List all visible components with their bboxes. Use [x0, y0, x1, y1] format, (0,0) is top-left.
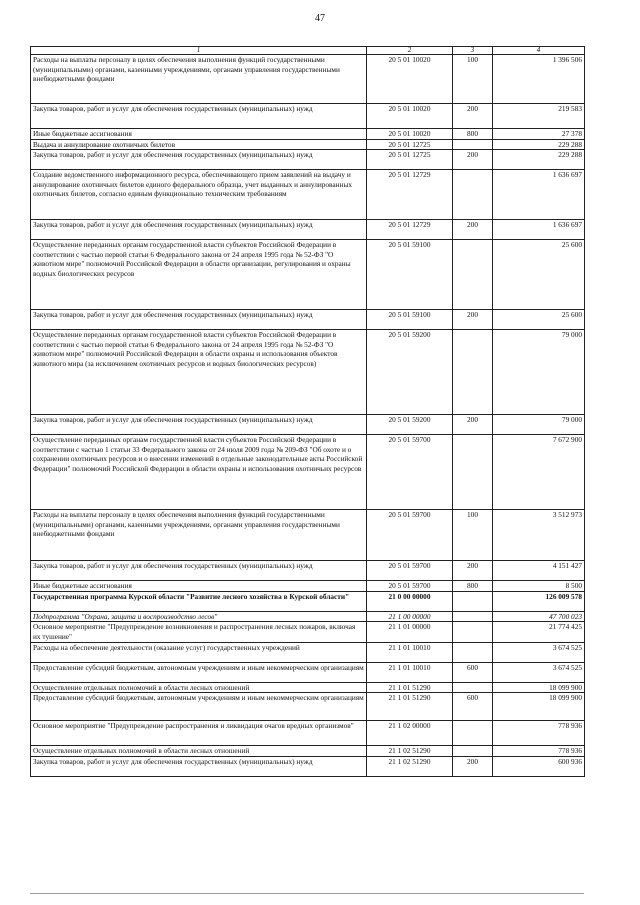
row-name-cell: Предоставление субсидий бюджетным, автономным учреждениям и иным некоммерческим организациям: [31, 662, 367, 682]
row-expense-type-cell: [453, 746, 493, 757]
row-sum-cell: 778 936: [493, 746, 585, 757]
row-sum-cell: 229 288: [493, 150, 585, 170]
row-expense-type-cell: 200: [453, 756, 493, 776]
row-expense-type-cell: [453, 170, 493, 220]
row-expense-type-cell: [453, 435, 493, 510]
row-name-cell: Иные бюджетные ассигнования: [31, 581, 367, 592]
row-expense-type-cell: 200: [453, 561, 493, 581]
table-row: [31, 561, 585, 581]
row-expense-type-cell: 800: [453, 129, 493, 140]
row-sum-cell: 3 674 525: [493, 662, 585, 682]
row-name-cell: Закупка товаров, работ и услуг для обеспечения государственных (муниципальных) нужд: [31, 756, 367, 776]
row-name-cell: Выдача и аннулирование охотничьих билетов: [31, 139, 367, 150]
row-name-cell: Создание ведомственного информационного ресурса, обеспечивающего прием заявлений на выдачу и аннулирование охотничьих билетов единого федерального образца, учет выданных и аннулированных охотничьих билетов, согласно единым функционально техническим требованиям: [31, 170, 367, 220]
row-sum-cell: 219 583: [493, 104, 585, 129]
row-sum-cell: 79 000: [493, 330, 585, 415]
row-name-cell: Расходы на выплаты персоналу в целях обеспечения выполнения функций государственными (муниципальными) органами, казенными учреждениями, органами управления государственными внебюджетными фондами: [31, 510, 367, 561]
row-sum-cell: 3 674 525: [493, 642, 585, 662]
row-sum-cell: 79 000: [493, 415, 585, 435]
row-code-cell: 20 5 01 12725: [367, 150, 453, 170]
row-code-cell: 21 1 02 00000: [367, 721, 453, 746]
header-col-4: 4: [493, 47, 585, 55]
row-expense-type-cell: [453, 330, 493, 415]
row-code-cell: 20 5 01 59700: [367, 581, 453, 592]
page-bottom-rule: [30, 893, 584, 894]
table-row: [31, 682, 585, 693]
table-row: [31, 746, 585, 757]
row-expense-type-cell: [453, 139, 493, 150]
table-row: [31, 330, 585, 415]
row-name-cell: Расходы на выплаты персоналу в целях обеспечения выполнения функций государственными (муниципальными) органами, казенными учреждениями, органами управления государственными внебюджетными фондами: [31, 55, 367, 104]
row-expense-type-cell: [453, 642, 493, 662]
row-code-cell: 21 1 01 00000: [367, 622, 453, 642]
row-name-cell: Осуществление переданных органам государственной власти субъектов Российской Федерации в соответствии с частью первой статьи 6 Федерального закона от 24 апреля 1995 года № 52-ФЗ "О животном мире" полномочий Российской Федерации в области организации, регулирования и охраны водных биологических ресурсов: [31, 240, 367, 310]
row-expense-type-cell: 100: [453, 510, 493, 561]
row-expense-type-cell: 800: [453, 581, 493, 592]
row-sum-cell: 8 500: [493, 581, 585, 592]
row-expense-type-cell: 200: [453, 310, 493, 330]
row-sum-cell: 778 936: [493, 721, 585, 746]
row-code-cell: 20 5 01 12725: [367, 139, 453, 150]
row-expense-type-cell: 200: [453, 415, 493, 435]
table-row: [31, 591, 585, 611]
row-name-cell: Закупка товаров, работ и услуг для обеспечения государственных (муниципальных) нужд: [31, 561, 367, 581]
table-row: [31, 721, 585, 746]
row-code-cell: 20 5 01 10020: [367, 104, 453, 129]
row-expense-type-cell: 600: [453, 693, 493, 721]
row-sum-cell: 18 099 900: [493, 693, 585, 721]
row-name-cell: Расходы на обеспечение деятельности (оказание услуг) государственных учреждений: [31, 642, 367, 662]
row-name-cell: Основное мероприятие "Предупреждение возникновения и распространения лесных пожаров, включая их тушение": [31, 622, 367, 642]
row-code-cell: 21 0 00 00000: [367, 591, 453, 611]
page-number: 47: [315, 13, 325, 24]
row-sum-cell: 1 636 697: [493, 220, 585, 240]
table-row: [31, 55, 585, 104]
table-row: [31, 662, 585, 682]
table-row: [31, 104, 585, 129]
row-name-cell: Предоставление субсидий бюджетным, автономным учреждениям и иным некоммерческим организациям: [31, 693, 367, 721]
table-row: [31, 415, 585, 435]
row-sum-cell: 25 600: [493, 240, 585, 310]
row-code-cell: 20 5 01 10020: [367, 129, 453, 140]
row-expense-type-cell: [453, 591, 493, 611]
row-expense-type-cell: 200: [453, 220, 493, 240]
row-code-cell: 21 1 01 51290: [367, 693, 453, 721]
row-sum-cell: 7 672 900: [493, 435, 585, 510]
row-name-cell: Государственная программа Курской области "Развитие лесного хозяйства в Курской области": [31, 591, 367, 611]
row-sum-cell: 47 700 023: [493, 611, 585, 622]
table-row: [31, 435, 585, 510]
row-code-cell: 21 1 02 51290: [367, 756, 453, 776]
row-name-cell: Иные бюджетные ассигнования: [31, 129, 367, 140]
row-name-cell: Осуществление переданных органам государственной власти субъектов Российской Федерации в соответствии с частью первой статьи 6 Федерального закона от 24 апреля 1995 года № 52-ФЗ "О животном мире" полномочий Российской Федерации в области охраны и использования объектов животного мира (за исключением охотничьих ресурсов и водных биологических ресурсов): [31, 330, 367, 415]
row-expense-type-cell: [453, 622, 493, 642]
row-expense-type-cell: 100: [453, 55, 493, 104]
row-expense-type-cell: 600: [453, 662, 493, 682]
row-code-cell: 21 1 01 10010: [367, 642, 453, 662]
row-code-cell: 20 5 01 10020: [367, 55, 453, 104]
row-code-cell: 20 5 01 59700: [367, 435, 453, 510]
row-expense-type-cell: [453, 721, 493, 746]
table-header-row: [31, 47, 585, 55]
row-expense-type-cell: [453, 682, 493, 693]
row-code-cell: 21 1 01 51290: [367, 682, 453, 693]
row-sum-cell: 25 600: [493, 310, 585, 330]
row-name-cell: Подпрограмма "Охрана, защита и воспроизводство лесов": [31, 611, 367, 622]
row-code-cell: 20 5 01 59100: [367, 240, 453, 310]
row-expense-type-cell: 200: [453, 104, 493, 129]
budget-table: [30, 46, 585, 777]
row-sum-cell: 600 936: [493, 756, 585, 776]
table-row: [31, 581, 585, 592]
row-sum-cell: 126 009 578: [493, 591, 585, 611]
row-name-cell: Основное мероприятие "Предупреждение распространения и ликвидация очагов вредных организмов": [31, 721, 367, 746]
table-row: [31, 622, 585, 642]
row-name-cell: Закупка товаров, работ и услуг для обеспечения государственных (муниципальных) нужд: [31, 310, 367, 330]
row-code-cell: 20 5 01 59700: [367, 510, 453, 561]
table-row: [31, 139, 585, 150]
row-code-cell: 20 5 01 59700: [367, 561, 453, 581]
row-sum-cell: 27 378: [493, 129, 585, 140]
row-code-cell: 20 5 01 59100: [367, 310, 453, 330]
row-code-cell: 20 5 01 12729: [367, 220, 453, 240]
row-name-cell: Закупка товаров, работ и услуг для обеспечения государственных (муниципальных) нужд: [31, 415, 367, 435]
row-sum-cell: 229 288: [493, 139, 585, 150]
header-col-3: 3: [453, 47, 493, 55]
row-code-cell: 21 1 00 00000: [367, 611, 453, 622]
row-expense-type-cell: [453, 611, 493, 622]
table-row: [31, 611, 585, 622]
table-row: [31, 310, 585, 330]
table-row: [31, 129, 585, 140]
row-name-cell: Осуществление отдельных полномочий в области лесных отношений: [31, 682, 367, 693]
row-name-cell: Закупка товаров, работ и услуг для обеспечения государственных (муниципальных) нужд: [31, 150, 367, 170]
row-sum-cell: 1 396 506: [493, 55, 585, 104]
row-name-cell: Осуществление отдельных полномочий в области лесных отношений: [31, 746, 367, 757]
table-row: [31, 220, 585, 240]
row-code-cell: 21 1 01 10010: [367, 662, 453, 682]
row-sum-cell: 3 512 973: [493, 510, 585, 561]
table-row: [31, 240, 585, 310]
table-row: [31, 693, 585, 721]
table-row: [31, 170, 585, 220]
table-row: [31, 642, 585, 662]
row-name-cell: Закупка товаров, работ и услуг для обеспечения государственных (муниципальных) нужд: [31, 104, 367, 129]
row-sum-cell: 18 099 900: [493, 682, 585, 693]
row-name-cell: Осуществление переданных органам государственной власти субъектов Российской Федерации в соответствии с частью 1 статьи 33 Федерального закона от 24 июля 2009 года № 209-ФЗ "Об охоте и о сохранении охотничьих ресурсов и о внесении изменений в отдельные законодательные акты Российской Федерации" полномочий Российской Федерации в области охраны и использования охотничьих ресурсов: [31, 435, 367, 510]
row-sum-cell: 1 636 697: [493, 170, 585, 220]
header-col-2: 2: [367, 47, 453, 55]
header-col-1: 1: [31, 47, 367, 55]
row-code-cell: 21 1 02 51290: [367, 746, 453, 757]
row-expense-type-cell: 200: [453, 150, 493, 170]
table-row: [31, 150, 585, 170]
table-row: [31, 756, 585, 776]
row-code-cell: 20 5 01 59200: [367, 330, 453, 415]
row-name-cell: Закупка товаров, работ и услуг для обеспечения государственных (муниципальных) нужд: [31, 220, 367, 240]
row-sum-cell: 21 774 425: [493, 622, 585, 642]
row-sum-cell: 4 151 427: [493, 561, 585, 581]
row-code-cell: 20 5 01 12729: [367, 170, 453, 220]
row-expense-type-cell: [453, 240, 493, 310]
table-row: [31, 510, 585, 561]
row-code-cell: 20 5 01 59200: [367, 415, 453, 435]
